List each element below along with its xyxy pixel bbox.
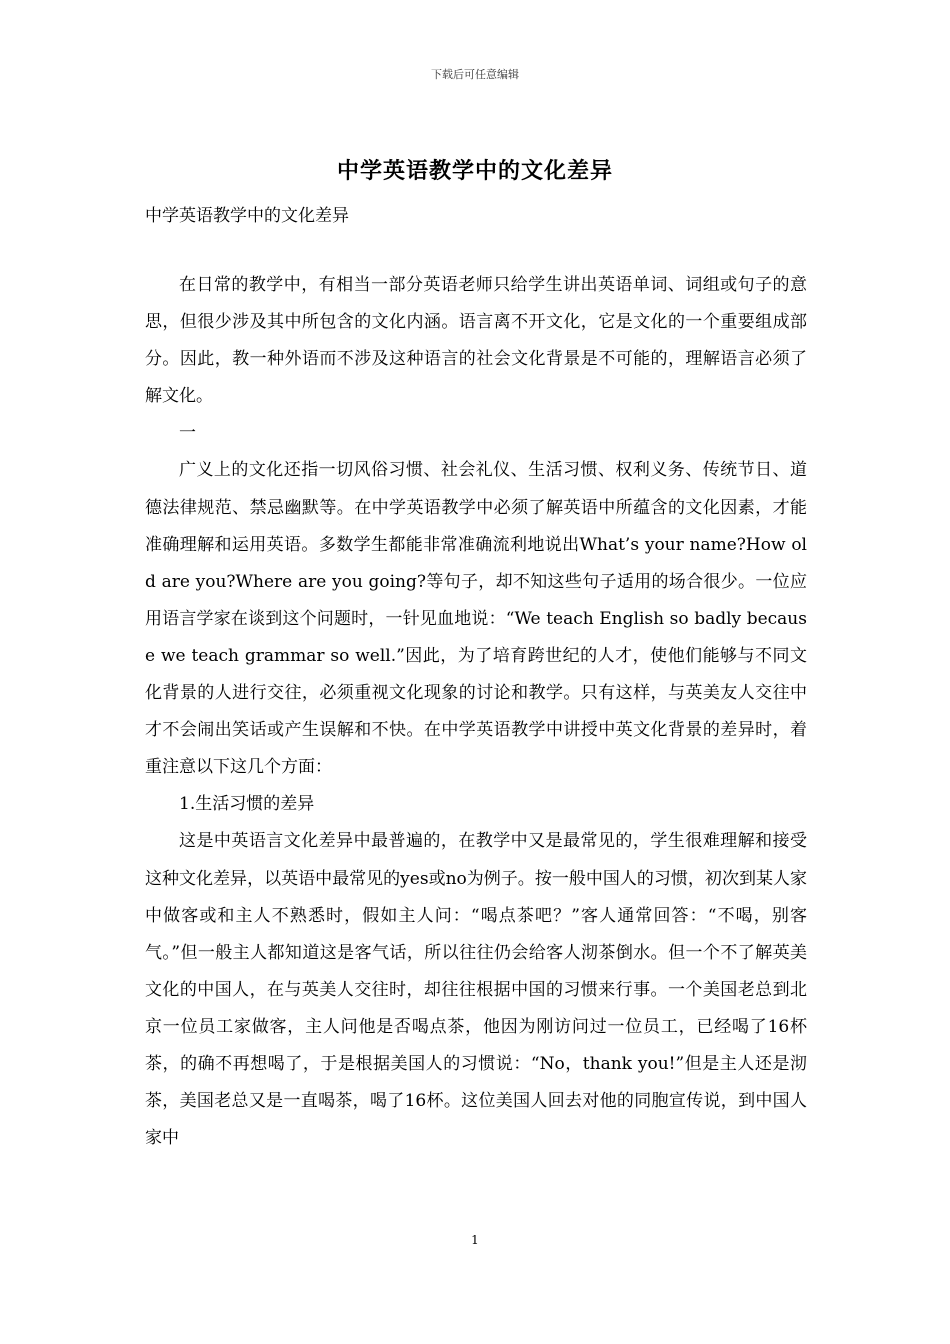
paragraph-living-habits: 这是中英语言文化差异中最普遍的，在教学中又是最常见的，学生很难理解和接受这种文化差异，以英语中最常见的yes或no为例子。按一般中国人的习惯，初次到某人家中做客或和主人不熟悉时，假如主人问：“喝点茶吧？”客人通常回答：“不喝，别客气。”但一般主人都知道这是客气话，所以往往仍会给客人沏茶倒水。但一个不了解英美文化的中国人，在与英美人交往时，却往往根据中国的习惯来行事。一个美国老总到北京一位员工家做客，主人问他是否喝点茶，他因为刚访问过一位员工，已经喝了16杯茶，的确不再想喝了，于是根据美国人的习惯说：“No，thank you!”但是主人还是沏茶，美国老总又是一直喝茶，喝了16杯。这位美国人回去对他的同胞宣传说，到中国人家中 [145,831,807,1149]
document-title: 中学英语教学中的文化差异 [336,158,613,184]
page-number: 1 [471,1233,479,1247]
document-body [145,267,807,1157]
section-marker: 一 [179,423,196,444]
header-note: 下载后可任意编辑 [431,68,519,81]
paragraph-intro: 在日常的教学中，有相当一部分英语老师只给学生讲出英语单词、词组或句子的意思，但很少涉及其中所包含的文化内涵。语言离不开文化，它是文化的一个重要组成部分。因此，教一种外语而不涉及这种语言的社会文化背景是不可能的，理解语言必须了解文化。 [145,275,807,407]
document-subtitle: 中学英语教学中的文化差异 [145,206,349,226]
paragraph-culture: 广义上的文化还指一切风俗习惯、社会礼仪、生活习惯、权利义务、传统节日、道德法律规范、禁忌幽默等。在中学英语教学中必须了解英语中所蕴含的文化因素，才能准确理解和运用英语。多数学生都能非常准确流利地说出What’s your name?How old are you?Where are you going?等句子，却不知这些句子适用的场合很少。一位应用语言学家在谈到这个问题时，一针见血地说：“We teach English so badly because we teach grammar so well.”因此，为了培育跨世纪的人才，使他们能够与不同文化背景的人进行交往，必须重视文化现象的讨论和教学。只有这样，与英美友人交往中才不会闹出笑话或产生误解和不快。在中学英语教学中讲授中英文化背景的差异时，着重注意以下这几个方面： [145,460,807,778]
section-heading-living-habits: 1.生活习惯的差异 [179,794,315,815]
